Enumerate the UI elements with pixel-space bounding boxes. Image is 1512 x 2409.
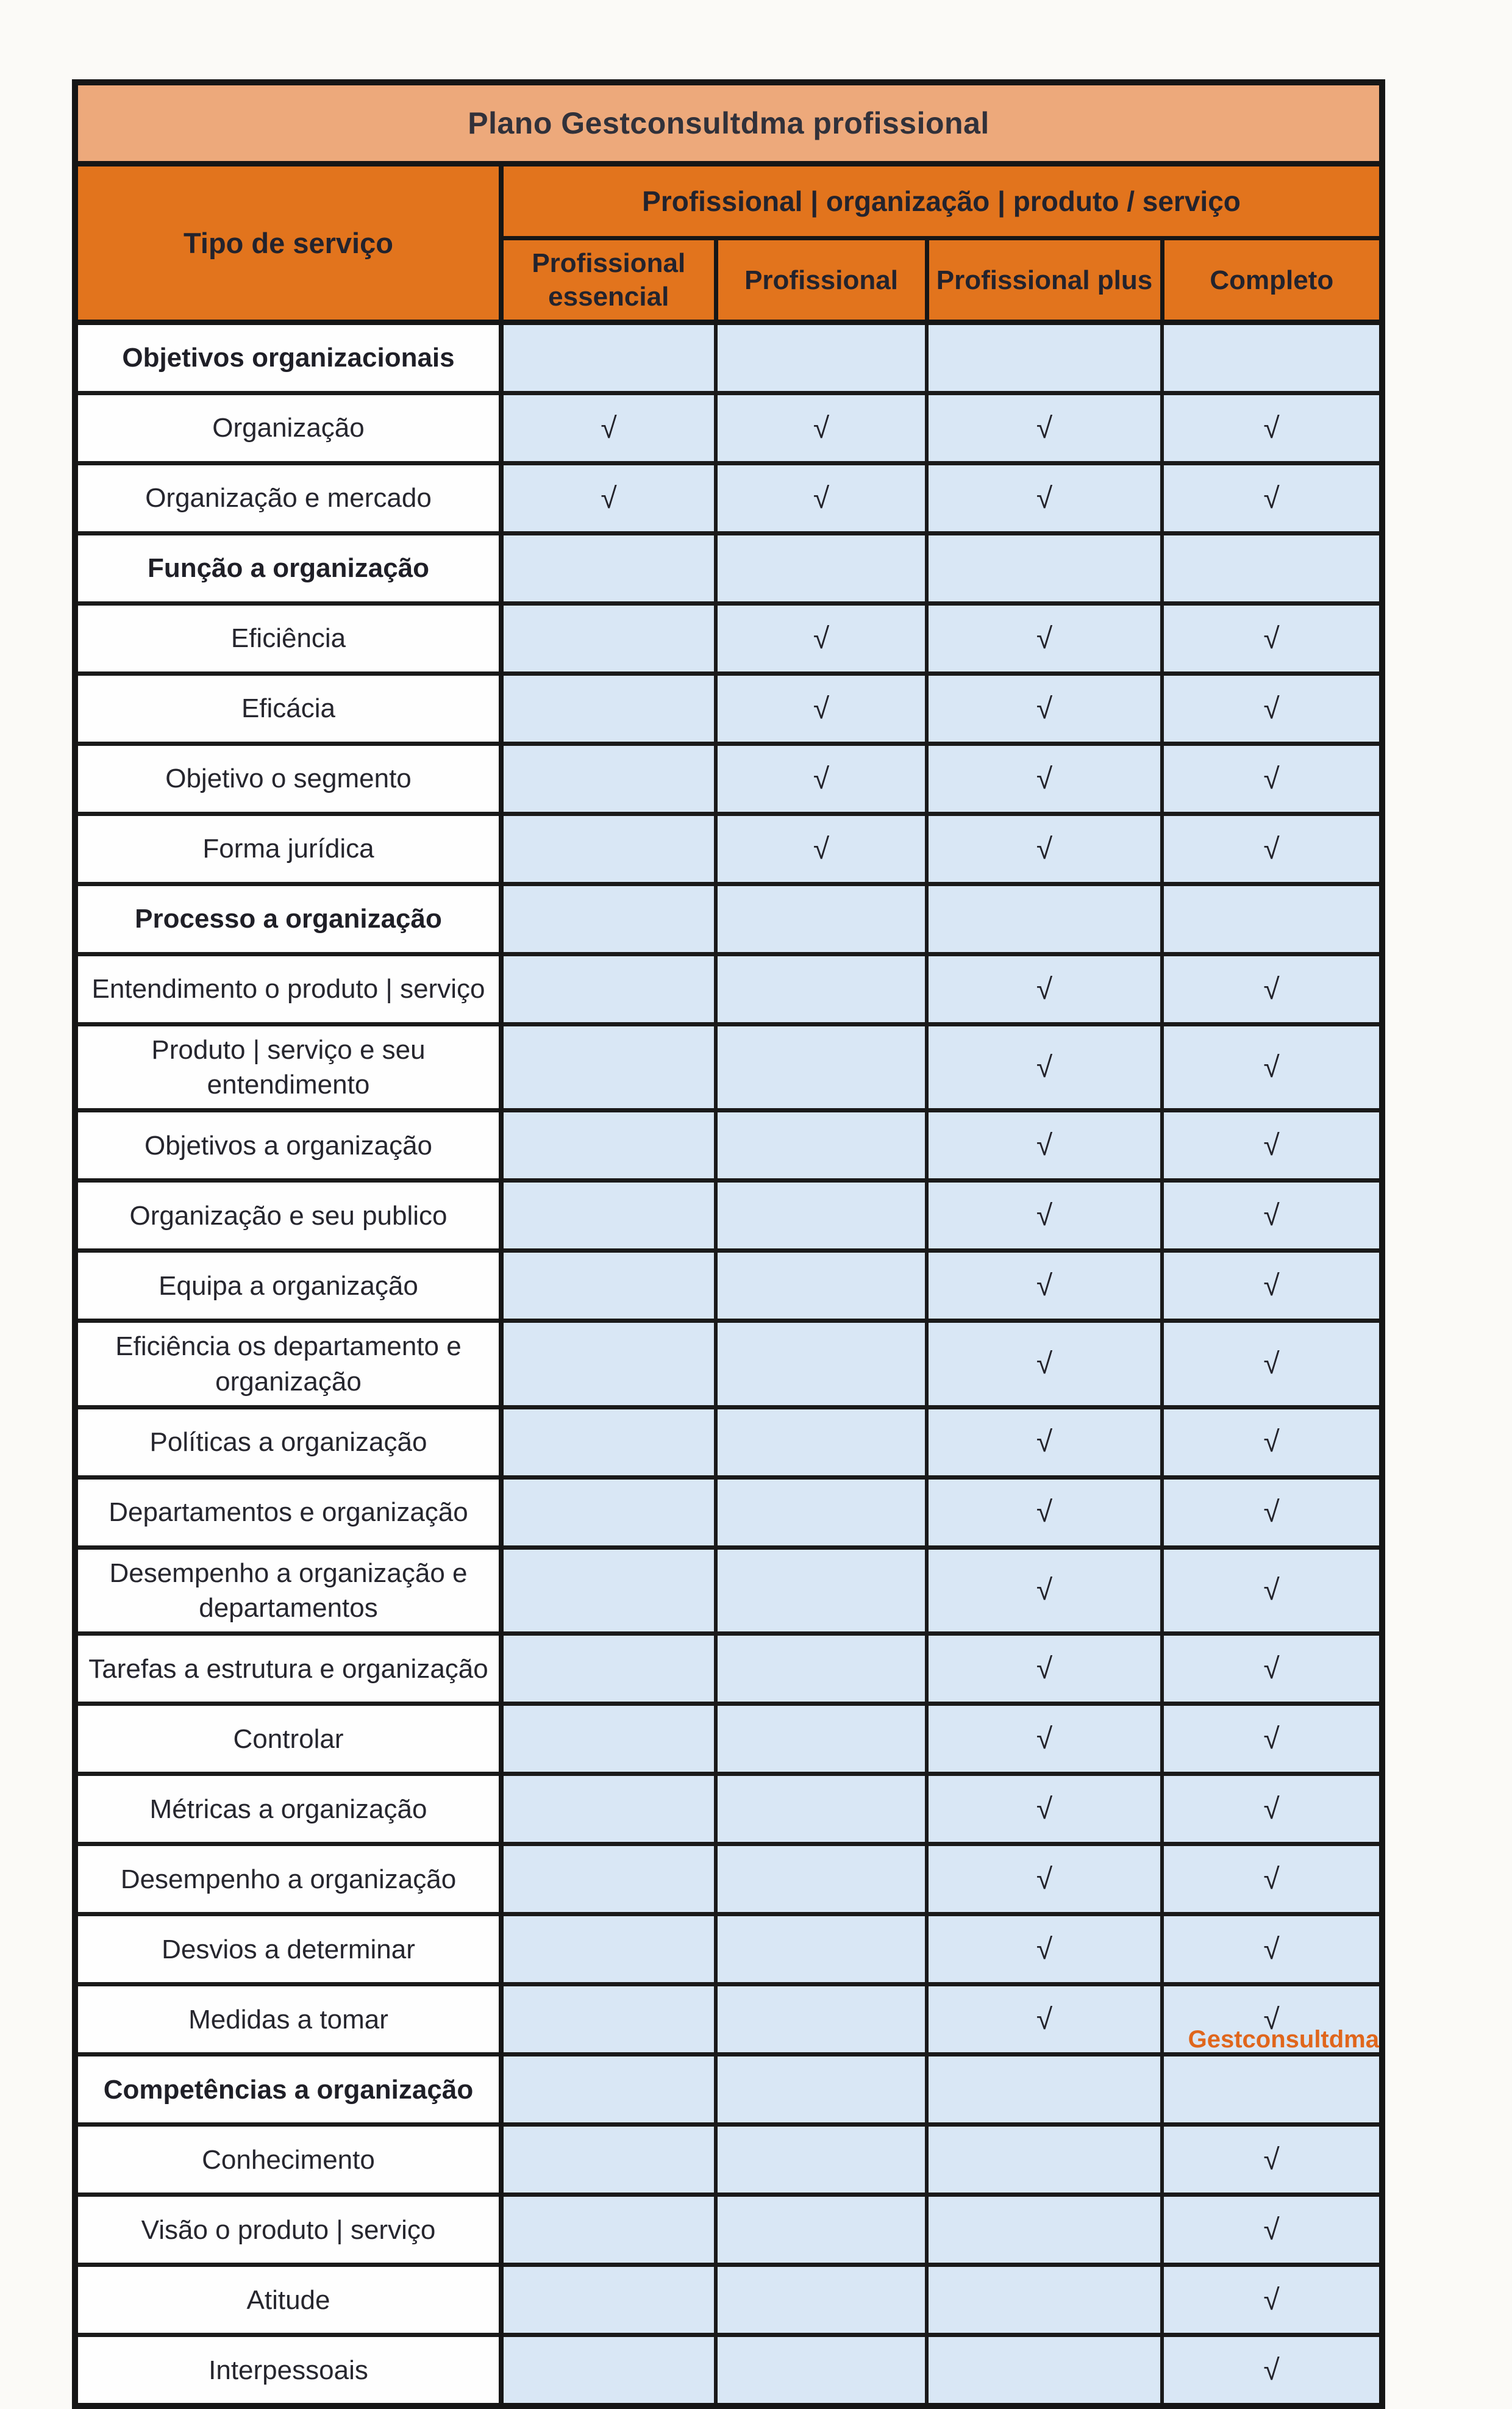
header-plan-col-0: Profissional essencial — [501, 238, 716, 323]
empty-cell — [1162, 884, 1382, 954]
header-plan-col-1: Profissional — [716, 238, 927, 323]
section-row — [75, 2055, 1382, 2125]
check-icon: √ — [1162, 2125, 1382, 2195]
row-label: Desvios a determinar — [75, 1914, 501, 1985]
row-label: Equipa a organização — [75, 1251, 501, 1321]
check-icon: √ — [1162, 1774, 1382, 1844]
empty-cell — [501, 2195, 716, 2265]
empty-cell — [1162, 323, 1382, 393]
header-tipo-de-servico: Tipo de serviço — [75, 164, 501, 323]
row-label: Conhecimento — [75, 2125, 501, 2195]
check-icon: √ — [927, 1111, 1162, 1181]
service-row — [75, 1477, 1382, 1547]
check-icon: √ — [927, 1844, 1162, 1914]
check-icon: √ — [927, 814, 1162, 884]
title-row — [75, 82, 1382, 164]
empty-cell — [716, 2265, 927, 2335]
check-icon: √ — [927, 1985, 1162, 2055]
check-icon: √ — [927, 1477, 1162, 1547]
empty-cell — [927, 2125, 1162, 2195]
empty-cell — [501, 1321, 716, 1407]
check-icon: √ — [716, 814, 927, 884]
check-icon: √ — [1162, 744, 1382, 814]
service-row — [75, 814, 1382, 884]
service-row — [75, 744, 1382, 814]
row-label: Medidas a tomar — [75, 1985, 501, 2055]
check-icon: √ — [927, 1634, 1162, 1704]
check-icon: √ — [716, 674, 927, 744]
service-row — [75, 1321, 1382, 1407]
check-icon: √ — [927, 1181, 1162, 1251]
service-row — [75, 1111, 1382, 1181]
empty-cell — [716, 954, 927, 1025]
empty-cell — [501, 954, 716, 1025]
service-row — [75, 2335, 1382, 2407]
check-icon: √ — [927, 1547, 1162, 1633]
empty-cell — [716, 534, 927, 604]
empty-cell — [716, 1774, 927, 1844]
empty-cell — [927, 2335, 1162, 2407]
check-icon: √ — [716, 393, 927, 464]
check-icon: √ — [927, 604, 1162, 674]
empty-cell — [927, 884, 1162, 954]
row-label: Objetivo o segmento — [75, 744, 501, 814]
row-label: Eficiência — [75, 604, 501, 674]
row-label: Desempenho a organização e departamentos — [75, 1547, 501, 1633]
row-label: Eficácia — [75, 674, 501, 744]
row-label: Tarefas a estrutura e organização — [75, 1634, 501, 1704]
empty-cell — [501, 2265, 716, 2335]
row-label: Desempenho a organização — [75, 1844, 501, 1914]
table-body — [75, 323, 1382, 2407]
service-row — [75, 1634, 1382, 1704]
empty-cell — [501, 674, 716, 744]
check-icon: √ — [1162, 1547, 1382, 1633]
row-label: Controlar — [75, 1704, 501, 1774]
empty-cell — [501, 2125, 716, 2195]
check-icon: √ — [927, 393, 1162, 464]
empty-cell — [716, 1251, 927, 1321]
empty-cell — [501, 323, 716, 393]
service-row — [75, 1025, 1382, 1111]
service-row — [75, 2195, 1382, 2265]
row-label: Competências a organização — [75, 2055, 501, 2125]
check-icon: √ — [1162, 1477, 1382, 1547]
empty-cell — [716, 323, 927, 393]
service-row — [75, 2265, 1382, 2335]
empty-cell — [716, 1477, 927, 1547]
service-row — [75, 1704, 1382, 1774]
empty-cell — [716, 2195, 927, 2265]
service-row — [75, 1774, 1382, 1844]
empty-cell — [501, 1251, 716, 1321]
empty-cell — [501, 1477, 716, 1547]
row-label: Produto | serviço e seu entendimento — [75, 1025, 501, 1111]
check-icon: √ — [1162, 1704, 1382, 1774]
row-label: Objetivos a organização — [75, 1111, 501, 1181]
empty-cell — [716, 1547, 927, 1633]
empty-cell — [1162, 2055, 1382, 2125]
empty-cell — [501, 1844, 716, 1914]
check-icon: √ — [1162, 604, 1382, 674]
service-row — [75, 674, 1382, 744]
check-icon: √ — [927, 1407, 1162, 1477]
check-icon: √ — [1162, 1407, 1382, 1477]
empty-cell — [501, 884, 716, 954]
empty-cell — [501, 1111, 716, 1181]
service-row — [75, 604, 1382, 674]
check-icon: √ — [501, 393, 716, 464]
header-plan-col-2: Profissional plus — [927, 238, 1162, 323]
row-label: Processo a organização — [75, 884, 501, 954]
check-icon: √ — [1162, 1025, 1382, 1111]
check-icon: √ — [716, 604, 927, 674]
row-label: Organização e seu publico — [75, 1181, 501, 1251]
row-label: Eficiência os departamento e organização — [75, 1321, 501, 1407]
empty-cell — [716, 1704, 927, 1774]
empty-cell — [716, 2055, 927, 2125]
empty-cell — [501, 534, 716, 604]
empty-cell — [927, 323, 1162, 393]
check-icon: √ — [927, 1704, 1162, 1774]
check-icon: √ — [716, 464, 927, 534]
empty-cell — [501, 1774, 716, 1844]
service-row — [75, 393, 1382, 464]
row-label: Entendimento o produto | serviço — [75, 954, 501, 1025]
row-label: Métricas a organização — [75, 1774, 501, 1844]
check-icon: √ — [1162, 1321, 1382, 1407]
section-row — [75, 884, 1382, 954]
check-icon: √ — [1162, 674, 1382, 744]
empty-cell — [501, 604, 716, 674]
empty-cell — [716, 1111, 927, 1181]
empty-cell — [927, 534, 1162, 604]
service-row — [75, 1251, 1382, 1321]
empty-cell — [927, 2265, 1162, 2335]
check-icon: √ — [1162, 464, 1382, 534]
check-icon: √ — [927, 744, 1162, 814]
check-icon: √ — [1162, 1634, 1382, 1704]
empty-cell — [501, 1025, 716, 1111]
group-header-row — [75, 164, 1382, 238]
empty-cell — [716, 1025, 927, 1111]
empty-cell — [501, 744, 716, 814]
section-row — [75, 534, 1382, 604]
check-icon: √ — [1162, 2265, 1382, 2335]
row-label: Políticas a organização — [75, 1407, 501, 1477]
empty-cell — [716, 1407, 927, 1477]
empty-cell — [501, 1634, 716, 1704]
service-row — [75, 954, 1382, 1025]
row-label: Atitude — [75, 2265, 501, 2335]
check-icon: √ — [716, 744, 927, 814]
check-icon: √ — [501, 464, 716, 534]
check-icon: √ — [1162, 2335, 1382, 2407]
empty-cell — [716, 2335, 927, 2407]
empty-cell — [501, 1914, 716, 1985]
check-icon: √ — [927, 1025, 1162, 1111]
service-row — [75, 1547, 1382, 1633]
check-icon: √ — [927, 1251, 1162, 1321]
check-icon: √ — [927, 954, 1162, 1025]
check-icon: √ — [1162, 1251, 1382, 1321]
empty-cell — [501, 1407, 716, 1477]
service-row — [75, 2125, 1382, 2195]
check-icon: √ — [1162, 1111, 1382, 1181]
empty-cell — [501, 814, 716, 884]
brand-footer: Gestconsultdma — [1188, 2026, 1379, 2053]
empty-cell — [716, 884, 927, 954]
check-icon: √ — [1162, 393, 1382, 464]
row-label: Organização — [75, 393, 501, 464]
row-label: Objetivos organizacionais — [75, 323, 501, 393]
empty-cell — [716, 1181, 927, 1251]
row-label: Interpessoais — [75, 2335, 501, 2407]
empty-cell — [1162, 534, 1382, 604]
row-label: Visão o produto | serviço — [75, 2195, 501, 2265]
empty-cell — [501, 1547, 716, 1633]
service-row — [75, 1914, 1382, 1985]
empty-cell — [716, 1914, 927, 1985]
check-icon: √ — [1162, 1985, 1382, 2055]
empty-cell — [716, 1321, 927, 1407]
empty-cell — [927, 2195, 1162, 2265]
check-icon: √ — [927, 1914, 1162, 1985]
check-icon: √ — [927, 464, 1162, 534]
check-icon: √ — [1162, 1844, 1382, 1914]
row-label: Organização e mercado — [75, 464, 501, 534]
check-icon: √ — [927, 1321, 1162, 1407]
empty-cell — [716, 1844, 927, 1914]
empty-cell — [501, 2055, 716, 2125]
service-row — [75, 1844, 1382, 1914]
empty-cell — [501, 1704, 716, 1774]
section-row — [75, 323, 1382, 393]
check-icon: √ — [1162, 1914, 1382, 1985]
table-title: Plano Gestconsultdma profissional — [75, 82, 1382, 164]
service-row — [75, 1181, 1382, 1251]
header-plan-col-3: Completo — [1162, 238, 1382, 323]
empty-cell — [501, 1181, 716, 1251]
service-row — [75, 1407, 1382, 1477]
empty-cell — [501, 2335, 716, 2407]
row-label: Departamentos e organização — [75, 1477, 501, 1547]
check-icon: √ — [1162, 1181, 1382, 1251]
check-icon: √ — [927, 674, 1162, 744]
empty-cell — [716, 1634, 927, 1704]
check-icon: √ — [1162, 2195, 1382, 2265]
row-label: Função a organização — [75, 534, 501, 604]
plan-comparison-table — [72, 79, 1385, 2409]
empty-cell — [927, 2055, 1162, 2125]
check-icon: √ — [1162, 954, 1382, 1025]
check-icon: √ — [1162, 814, 1382, 884]
service-row — [75, 464, 1382, 534]
check-icon: √ — [927, 1774, 1162, 1844]
empty-cell — [716, 2125, 927, 2195]
row-label: Forma jurídica — [75, 814, 501, 884]
header-plan-group: Profissional | organização | produto / serviço — [501, 164, 1382, 238]
